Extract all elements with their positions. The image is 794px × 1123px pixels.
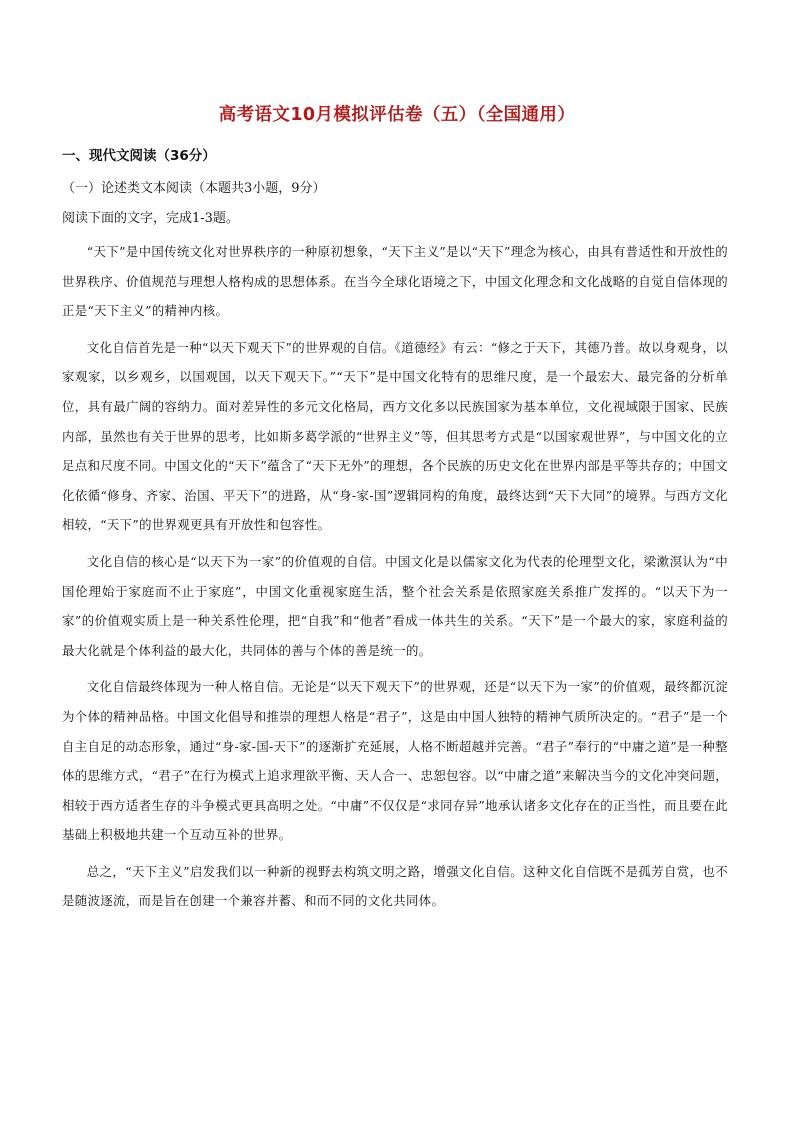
passage-paragraph: 文化自信最终体现为一种人格自信。无论是“以天下观天下”的世界观，还是“以天下为一家”的价值观，最终都沉淀为个体的精神品格。中国文化倡导和推崇的理想人格是“君子”，这是由中国人独特的精神气质所决定的。“君子”是一个自主自足的动态形象，通过“身-家-国-天下”的逐渐扩充延展，人格不断超越并完善。“君子”奉行的“中庸之道”是一种整体的思维方式，“君子”在行为模式上追求理欲平衡、天人合一、忠恕包容。以“中庸之道”来解决当今的文化冲突问题，相较于西方适者生存的斗争模式更具高明之处。“中庸”不仅仅是“求同存异”地承认诸多文化存在的正当性，而且要在此基础上积极地共建一个互动互补的世界。 [62,679,728,843]
passage-paragraph: 文化自信的核心是“以天下为一家”的价值观的自信。中国文化是以儒家文化为代表的伦理型文化，梁漱溟认为“中国伦理始于家庭而不止于家庭”，中国文化重视家庭生活，整个社会关系是依照家庭关系推广发挥的。“以天下为一家”的价值观实质上是一种关系性伦理，把“自我”和“他者”看成一体共生的关系。“天下”是一个最大的家，家庭利益的最大化就是个体利益的最大化，共同体的善与个体的善是统一的。 [62,553,728,658]
reading-passage [62,237,728,923]
section-heading: 一、现代文阅读（36分） [62,148,216,164]
passage-paragraph: 文化自信首先是一种“以天下观天下”的世界观的自信。《道德经》有云：“修之于天下，其德乃普。故以身观身，以家观家，以乡观乡，以国观国，以天下观天下。”“天下”是中国文化特有的思维尺度，是一个最宏大、最完备的分析单位，具有最广阔的容纳力。面对差异性的多元文化格局，西方文化多以民族国家为基本单位，文化视域限于国家、民族内部，虽然也有关于世界的思考，比如斯多葛学派的“世界主义”等，但其思考方式是“以国家观世界”，与中国文化的立足点和尺度不同。中国文化的“天下”蕴含了“天下无外”的理想，各个民族的历史文化在世界内部是平等共存的；中国文化依循“修身、齐家、治国、平天下”的进路，从“身-家-国”逻辑同构的角度，最终达到“天下大同”的境界。与西方文化相较，“天下”的世界观更具有开放性和包容性。 [62,339,728,533]
document-title: 高考语文10月模拟评估卷（五）（全国通用） [218,105,576,125]
reading-instruction: 阅读下面的文字，完成1-3题。 [62,211,239,226]
passage-paragraph: “天下”是中国传统文化对世界秩序的一种原初想象，“天下主义”是以“天下”理念为核心，由具有普适性和开放性的世界秩序、价值规范与理想人格构成的思想体系。在当今全球化语境之下，中国文化理念和文化战略的自觉自信体现的正是“天下主义”的精神内核。 [62,244,728,319]
passage-paragraph: 总之，“天下主义”启发我们以一种新的视野去构筑文明之路，增强文化自信。这种文化自信既不是孤芳自赏，也不是随波逐流，而是旨在创建一个兼容并蓄、和而不同的文化共同体。 [62,863,728,909]
sub-heading: （一）论述类文本阅读（本题共3小题，9分） [62,181,326,196]
